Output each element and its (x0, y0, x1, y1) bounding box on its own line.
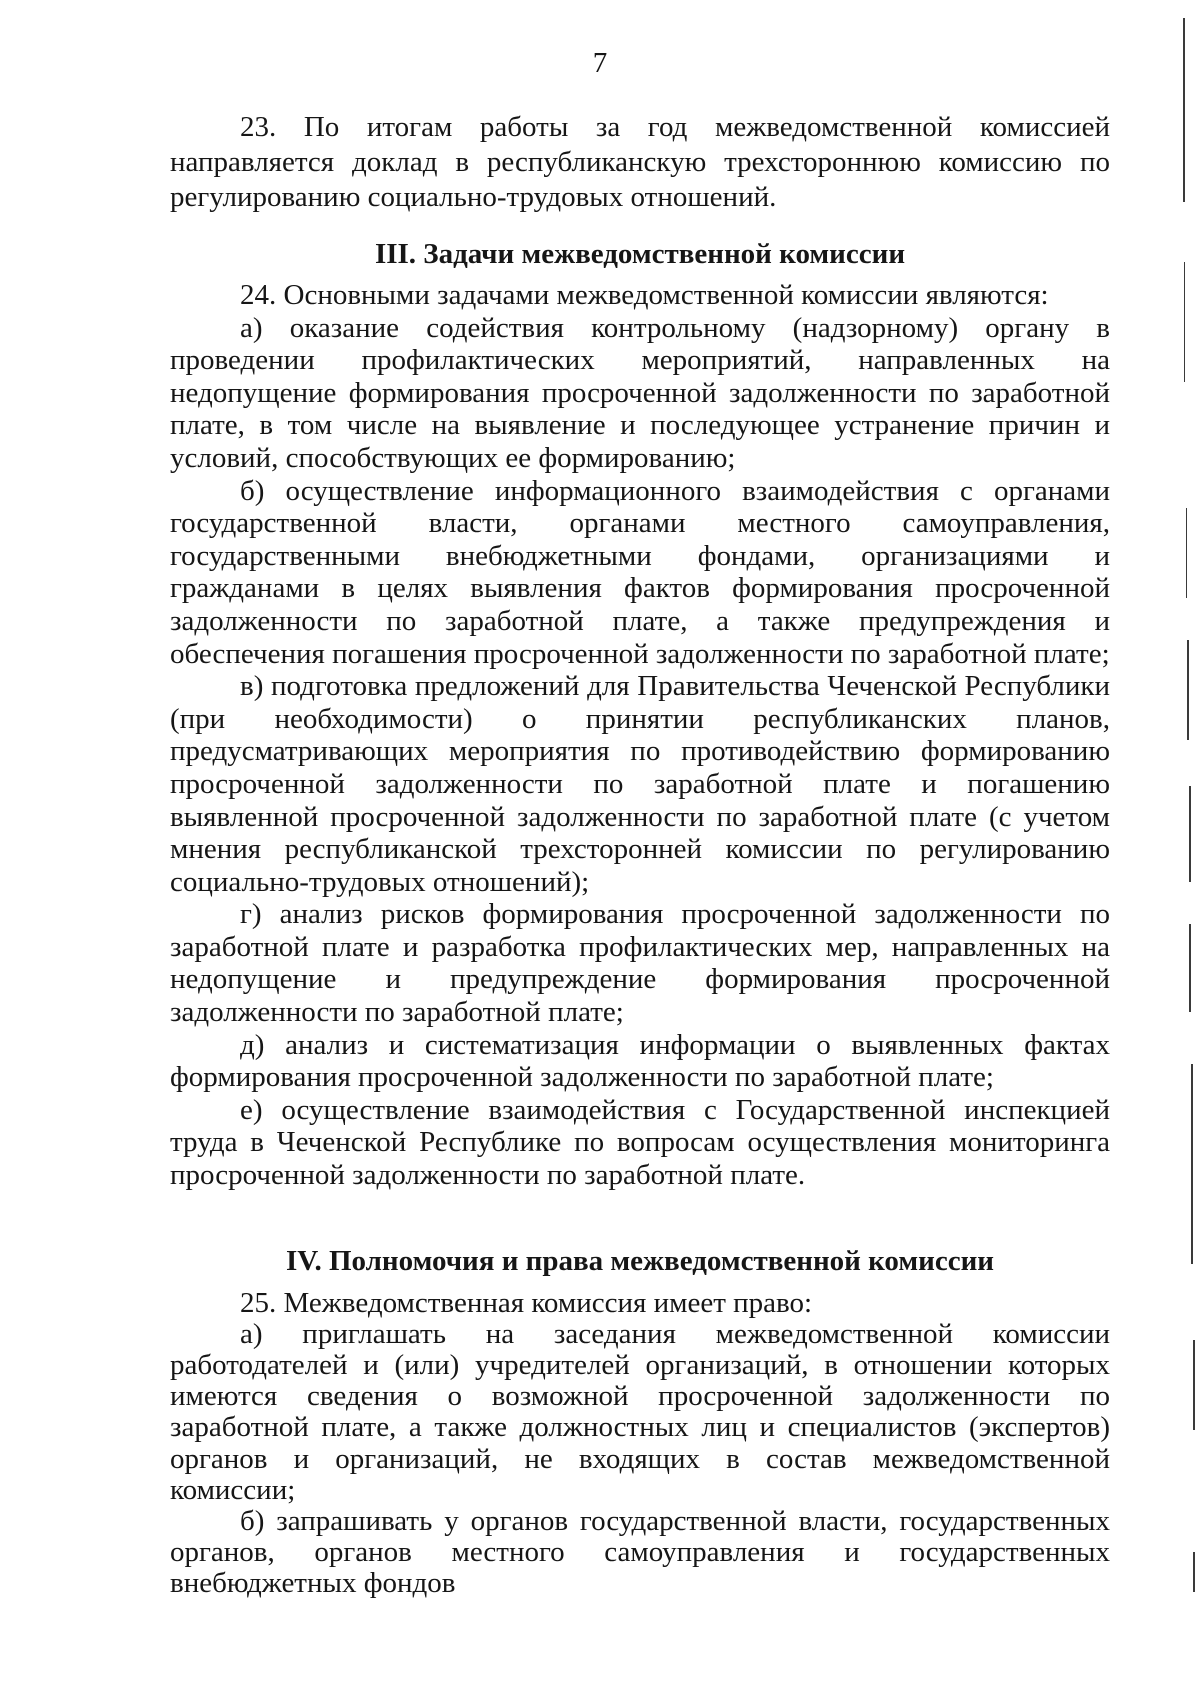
paragraph-25: 25. Межведомственная комиссия имеет право: (240, 1286, 813, 1319)
document-body (170, 110, 1110, 1600)
paragraph-23: 23. По итогам работы за год межведомственной комиссией направляется доклад в республиканскую трехстороннюю комиссию по регулированию социально-трудовых отношений. (170, 111, 1110, 213)
scan-edge-mark (1184, 262, 1185, 382)
list-item: д) анализ и систематизация информации о выявленных фактах формирования просроченной задолженности по заработной плате; (170, 1028, 1110, 1094)
scan-edge-mark (1183, 18, 1185, 202)
scan-edge-mark (1191, 1064, 1193, 1264)
list-item: в) подготовка предложений для Правительства Чеченской Республики (при необходимости) о принятии республиканских планов, предусматривающих мероприятия по противодействию формированию просроченной задолженности по заработной плате и погашению выявленной просроченной задолженности по заработной плате (с учетом мнения республиканской трехсторонней комиссии по регулированию социально-трудовых отношений); (170, 670, 1110, 898)
list-item: б) запрашивать у органов государственной власти, государственных органов, органов местного самоуправления и государственных внебюджетных фондов (170, 1505, 1110, 1600)
paragraph-24: 24. Основными задачами межведомственной комиссии являются: (240, 279, 1049, 311)
scan-edge-mark (1189, 786, 1191, 882)
scan-edge-mark (1193, 1340, 1195, 1430)
list-item: г) анализ рисков формирования просроченной задолженности по заработной плате и разработка профилактических мер, направленных на недопущение и предупреждение формирования просроченной задолженности по заработной плате; (170, 898, 1110, 1029)
list-item: а) приглашать на заседания межведомственной комиссии работодателей и (или) учредителей организаций, в отношении которых имеются сведения о возможной просроченной задолженности по заработной плате, а также должностных лиц и специалистов (экспертов) органов и организаций, не входящих в состав межведомственной комиссии; (170, 1317, 1110, 1506)
list-item: б) осуществление информационного взаимодействия с органами государственной власти, органами местного самоуправления, государственными внебюджетными фондами, организациями и гражданами в целях выявления фактов формирования просроченной задолженности по заработной плате, а также предупреждения и обеспечения погашения просроченной задолженности по заработной плате; (170, 474, 1110, 670)
list-item: а) оказание содействия контрольному (надзорному) органу в проведении профилактических мероприятий, направленных на недопущение формирования просроченной задолженности по заработной плате, в том числе на выявление и последующее устранение причин и условий, способствующих ее формированию; (170, 311, 1110, 474)
scan-edge-mark (1193, 1552, 1195, 1592)
section-heading-3: III. Задачи межведомственной комиссии (374, 238, 906, 270)
list-item: е) осуществление взаимодействия с Государственной инспекцией труда в Чеченской Республике по вопросам осуществления мониторинга просроченной задолженности по заработной плате. (170, 1093, 1110, 1192)
section-heading-4: IV. Полномочия и права межведомственной комиссии (285, 1244, 995, 1277)
scan-edge-mark (1186, 508, 1187, 598)
scan-edge-mark (1187, 640, 1189, 740)
scan-edge-mark (1189, 924, 1191, 1012)
page-number: 7 (592, 47, 608, 79)
